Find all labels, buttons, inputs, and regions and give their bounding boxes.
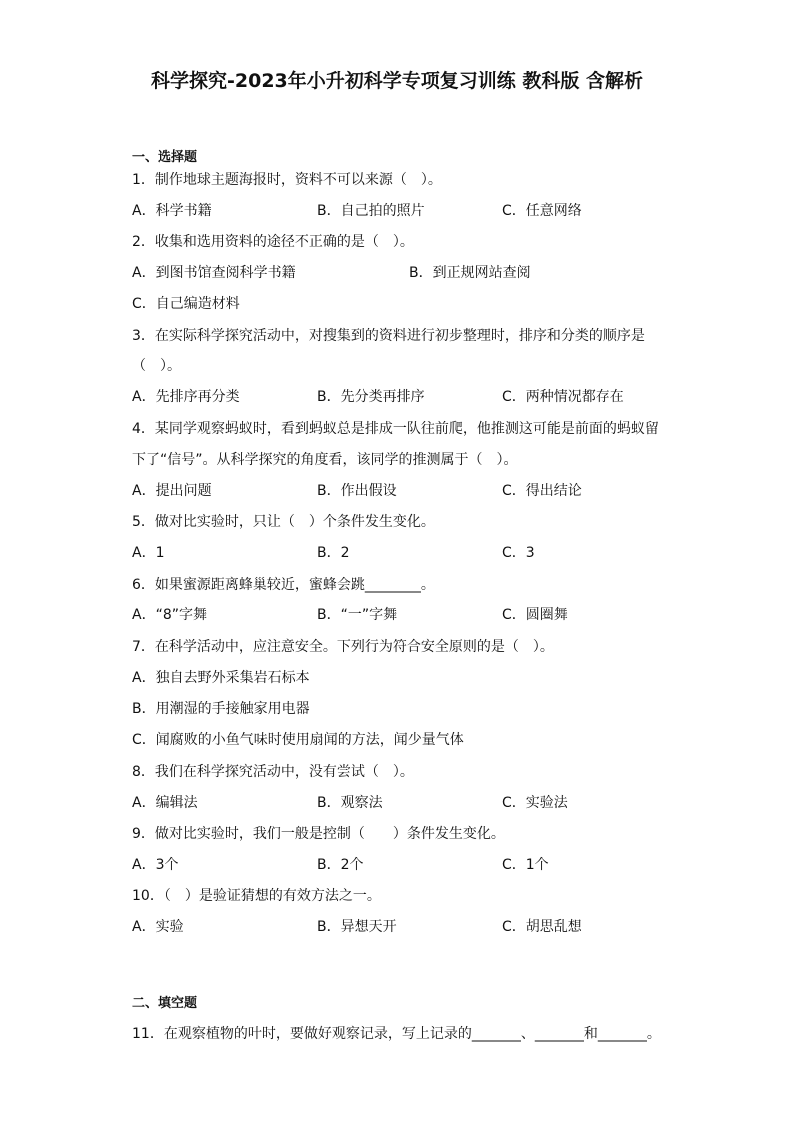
question-10-option-c: C．胡思乱想 — [502, 919, 582, 935]
question-6-option-b: B．“一”字舞 — [317, 607, 398, 623]
question-8-option-c: C．实验法 — [502, 795, 568, 811]
question-9-option-a: A．3个 — [132, 857, 179, 873]
question-2-option-a: A．到图书馆查阅科学书籍 — [132, 265, 296, 281]
question-2-option-c: C．自己编造材料 — [132, 296, 240, 312]
question-7-option-a: A．独自去野外采集岩石标本 — [132, 670, 310, 686]
question-2-option-b: B．到正规网站查阅 — [409, 265, 531, 281]
question-7-stem: 7．在科学活动中，应注意安全。下列行为符合安全原则的是（ ）。 — [132, 639, 554, 655]
page-title: 科学探究-2023年小升初科学专项复习训练 教科版 含解析 — [151, 70, 643, 92]
question-11-stem: 11．在观察植物的叶时，要做好观察记录，写上记录的_______、_______和_______。 — [132, 1026, 661, 1042]
question-7-option-b: B．用潮湿的手接触家用电器 — [132, 701, 310, 717]
question-4-option-c: C．得出结论 — [502, 483, 582, 499]
question-10-option-a: A．实验 — [132, 919, 184, 935]
question-10-option-b: B．异想天开 — [317, 919, 397, 935]
question-1-option-c: C．任意网络 — [502, 203, 582, 219]
question-8-option-b: B．观察法 — [317, 795, 383, 811]
question-3-option-a: A．先排序再分类 — [132, 389, 240, 405]
question-9-stem: 9．做对比实验时，我们一般是控制（ ）条件发生变化。 — [132, 826, 505, 842]
section-heading-fill: 二、填空题 — [132, 996, 198, 1011]
question-3-option-b: B．先分类再排序 — [317, 389, 425, 405]
question-1-option-a: A．科学书籍 — [132, 203, 212, 219]
question-8-stem: 8．我们在科学探究活动中，没有尝试（ ）。 — [132, 764, 414, 780]
question-7-option-c: C．闻腐败的小鱼气味时使用扇闻的方法，闻少量气体 — [132, 732, 464, 748]
question-1-option-b: B．自己拍的照片 — [317, 203, 425, 219]
question-2-stem: 2．收集和选用资料的途径不正确的是（ ）。 — [132, 234, 414, 250]
question-5-option-c: C．3 — [502, 545, 535, 561]
question-6-option-a: A．“8”字舞 — [132, 607, 207, 623]
question-5-option-b: B．2 — [317, 545, 350, 561]
section-heading-choice: 一、选择题 — [132, 150, 198, 165]
question-3-stem: 3．在实际科学探究活动中，对搜集到的资料进行初步整理时，排序和分类的顺序是 — [132, 328, 645, 344]
question-10-stem: 10．（ ）是验证猜想的有效方法之一。 — [132, 888, 381, 904]
question-5-stem: 5．做对比实验时，只让（ ）个条件发生变化。 — [132, 514, 435, 530]
question-4-option-b: B．作出假设 — [317, 483, 397, 499]
question-6-option-c: C．圆圈舞 — [502, 607, 568, 623]
question-3-option-c: C．两种情况都存在 — [502, 389, 624, 405]
question-5-option-a: A．1 — [132, 545, 165, 561]
question-4-option-a: A．提出问题 — [132, 483, 212, 499]
question-8-option-a: A．编辑法 — [132, 795, 198, 811]
question-4-stem: 4．某同学观察蚂蚁时，看到蚂蚁总是排成一队往前爬，他推测这可能是前面的蚂蚁留 — [132, 421, 659, 437]
question-6-stem: 6．如果蜜源距离蜂巢较近，蜜蜂会跳________。 — [132, 577, 435, 593]
question-4-stem-cont: 下了“信号”。从科学探究的角度看，该同学的推测属于（ ）。 — [132, 452, 518, 468]
question-1-stem: 1．制作地球主题海报时，资料不可以来源（ ）。 — [132, 172, 442, 188]
question-9-option-c: C．1个 — [502, 857, 549, 873]
question-9-option-b: B．2个 — [317, 857, 364, 873]
question-3-stem-cont: （ ）。 — [132, 358, 181, 374]
